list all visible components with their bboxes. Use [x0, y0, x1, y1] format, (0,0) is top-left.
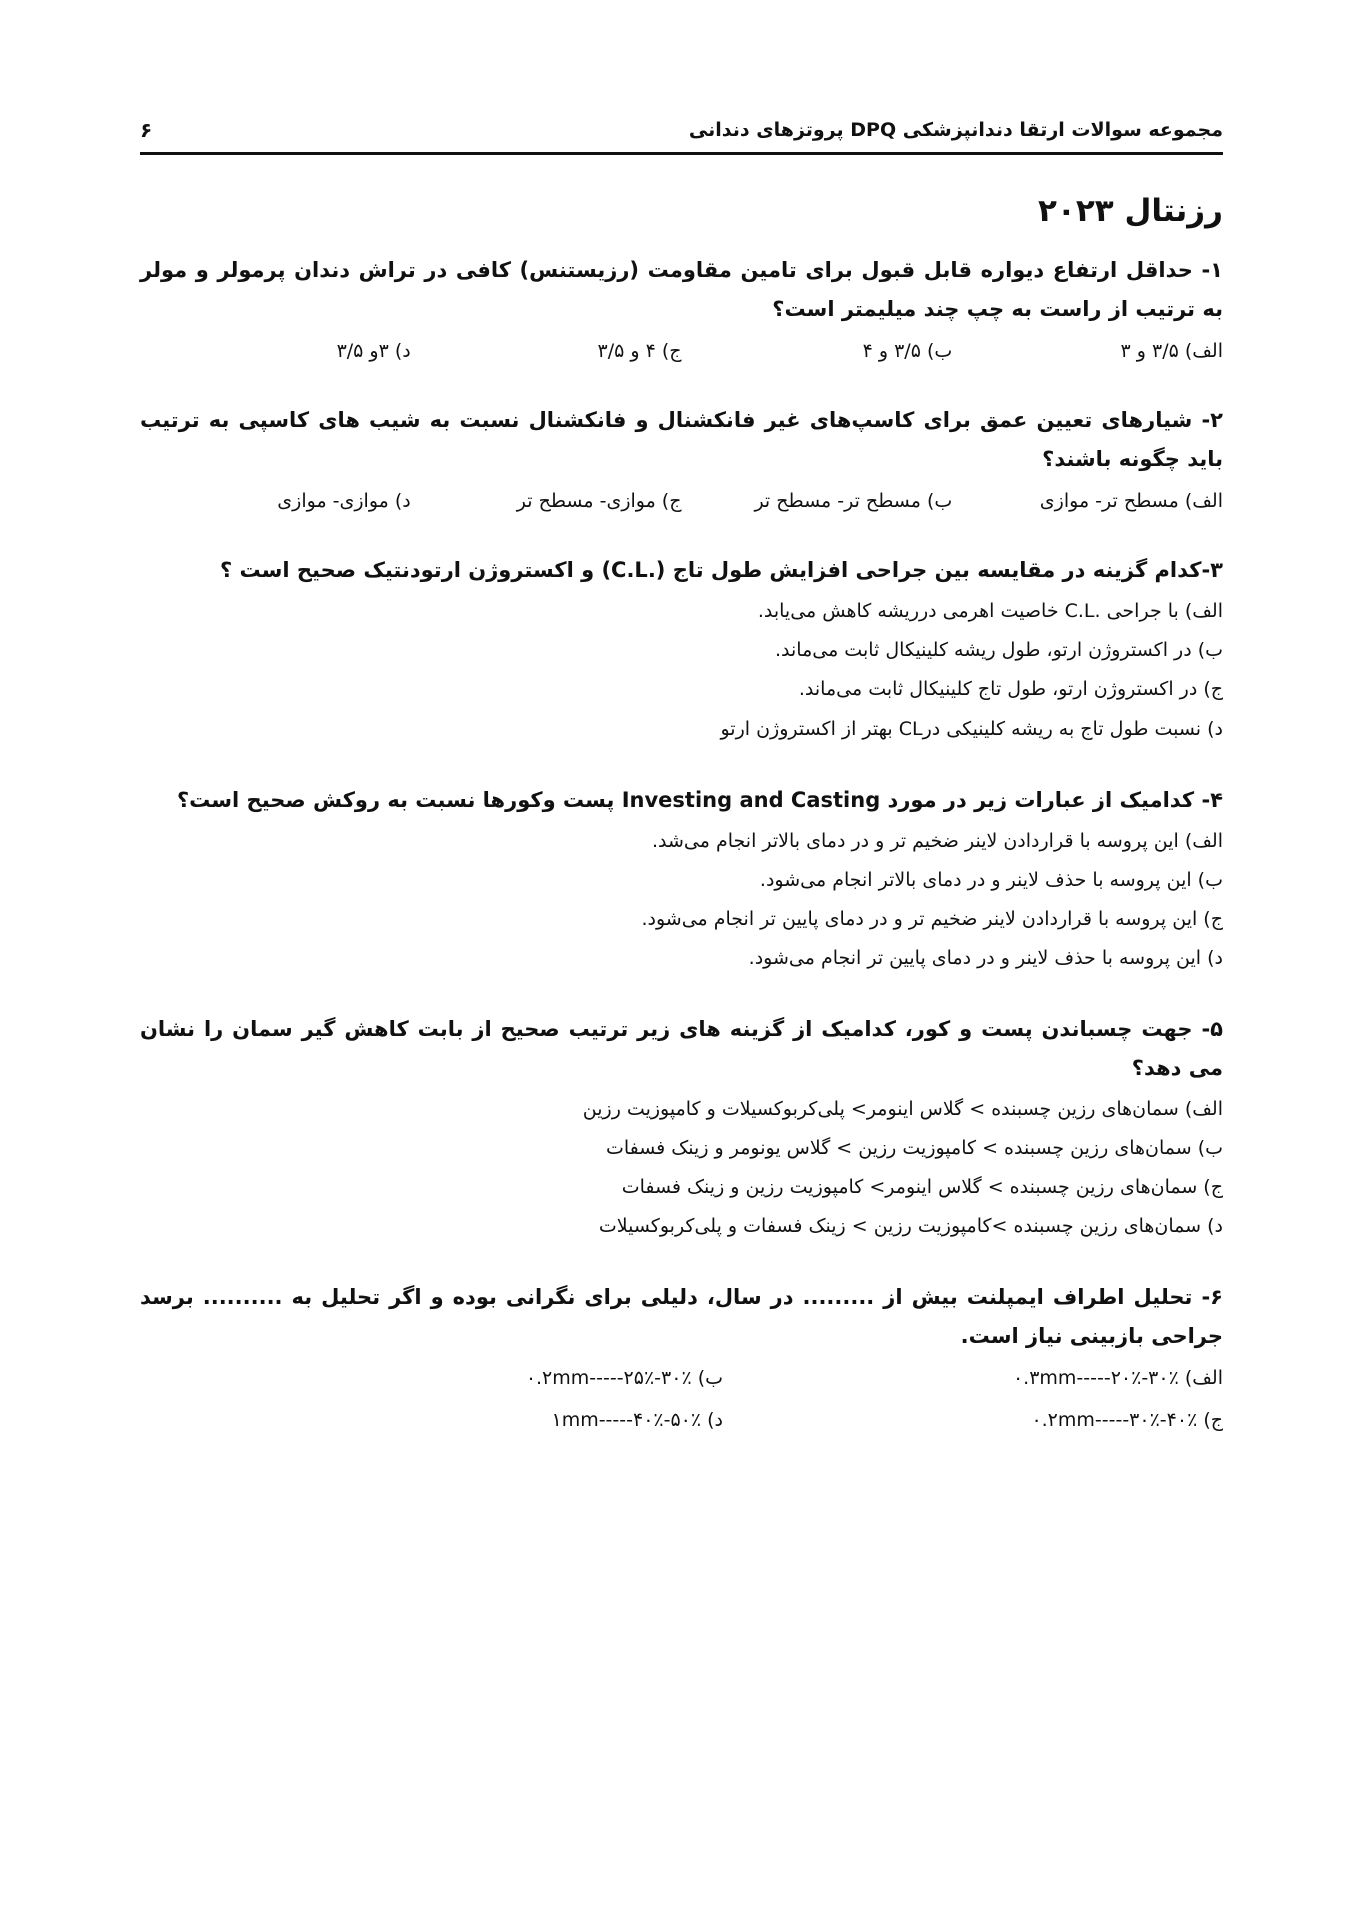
option-a: الف) مسطح تر- موازی	[1039, 490, 1223, 513]
option-a: الف) ۳/۵ و ۳	[1120, 340, 1223, 363]
option-c: ج) در اکستروژن ارتو، طول تاج کلینیکال ثابت می‌ماند.	[798, 678, 1223, 701]
page-content	[140, 190, 1223, 1471]
options	[140, 1092, 1223, 1245]
option-b: ب) سمان‌های رزین چسبنده > کامپوزیت رزین > گلاس یونومر و زینک فسفات	[605, 1137, 1223, 1159]
options	[140, 824, 1223, 977]
question-6	[140, 1278, 1223, 1436]
options	[140, 335, 1223, 367]
options	[223, 1362, 1223, 1437]
question-text: ۳-کدام گزینه در مقایسه بین جراحی افزایش طول تاج (.C.L) و اکستروژن ارتودنتیک صحیح است ؟	[220, 558, 1223, 583]
option-c: ج) سمان‌های رزین چسبنده > گلاس اینومر> کامپوزیت رزین و زینک فسفات	[621, 1176, 1223, 1199]
question-2	[140, 401, 1223, 517]
option-b: ب) ۳/۵ و ۴	[862, 340, 953, 363]
question-1	[140, 251, 1223, 367]
question-text: ۲- شیارهای تعیین عمق برای کاسپ‌های غیر فانکشنال و فانکشنال نسبت به شیب های کاسپی به ترتیب باید چگونه باشند؟	[140, 408, 1223, 472]
page-header	[140, 108, 1223, 155]
question-text: ۴- کدامیک از عبارات زیر در مورد Investing and Casting پست وکورها نسبت به روکش صحیح است؟	[176, 787, 1223, 812]
question-4	[140, 781, 1223, 976]
option-c: ج) ۴ و ۳/۵	[597, 340, 682, 363]
option-c: ج) ۰.۲mm-----۳۰٪-۴۰٪	[1031, 1409, 1223, 1432]
question-text: ۱- حداقل ارتفاع دیواره قابل قبول برای تامین مقاومت (رزیستنس) کافی در تراش دندان پرمولر و مولر به ترتیب از راست به چپ چند میلیمتر است؟	[140, 258, 1223, 322]
book-title: مجموعه سوالات ارتقا دندانپزشکی DPQ پروتزهای دندانی	[688, 119, 1223, 141]
question-3	[140, 551, 1223, 746]
option-a: الف) این پروسه با قراردادن لاینر ضخیم تر و در دمای بالاتر انجام می‌شد.	[651, 829, 1223, 852]
section-title: رزنتال ۲۰۲۳	[1037, 193, 1223, 229]
option-a: الف) با جراحی .C.L خاصیت اهرمی درریشه کاهش می‌یابد.	[757, 600, 1223, 623]
option-a: الف) ۰.۳mm-----۲۰٪-۳۰٪	[1012, 1367, 1223, 1390]
options	[140, 594, 1223, 747]
page-number: ۶	[140, 118, 153, 142]
question-text: ۵- جهت چسباندن پست و کور، کدامیک از گزینه های زیر ترتیب صحیح از بابت کاهش گیر سمان را نشان می دهد؟	[140, 1017, 1223, 1081]
question-5	[140, 1010, 1223, 1244]
option-d: د) ۳و ۳/۵	[336, 340, 411, 363]
question-text: ۶- تحلیل اطراف ایمپلنت بیش از ......... در سال، دلیلی برای نگرانی بوده و اگر تحلیل به .......... برسد جراحی بازبینی نیاز است.	[140, 1285, 1223, 1349]
option-b: ب) مسطح تر- مسطح تر	[754, 490, 953, 513]
option-d: د) ۱mm-----۴۰٪-۵۰٪	[551, 1409, 723, 1432]
option-c: ج) موازی- مسطح تر	[516, 490, 682, 513]
option-d: د) نسبت طول تاج به ریشه کلینیکی درCL بهتر از اکستروژن ارتو	[720, 717, 1223, 740]
option-b: ب) ۰.۲mm-----۲۵٪-۳۰٪	[525, 1367, 723, 1390]
option-d: د) این پروسه با حذف لاینر و در دمای پایین تر انجام می‌شود.	[748, 947, 1223, 970]
option-a: الف) سمان‌های رزین چسبنده > گلاس اینومر> پلی‌کربوکسیلات و کامپوزیت رزین	[582, 1097, 1223, 1120]
option-d: د) موازی- موازی	[277, 490, 411, 513]
option-b: ب) در اکستروژن ارتو، طول ریشه کلینیکال ثابت می‌ماند.	[774, 639, 1223, 662]
option-d: د) سمان‌های رزین چسبنده >کامپوزیت رزین > زینک فسفات و پلی‌کربوکسیلات	[598, 1215, 1223, 1238]
option-b: ب) این پروسه با حذف لاینر و در دمای بالاتر انجام می‌شود.	[759, 868, 1223, 891]
options	[140, 485, 1223, 517]
option-c: ج) این پروسه با قراردادن لاینر ضخیم تر و در دمای پایین تر انجام می‌شود.	[641, 907, 1223, 930]
